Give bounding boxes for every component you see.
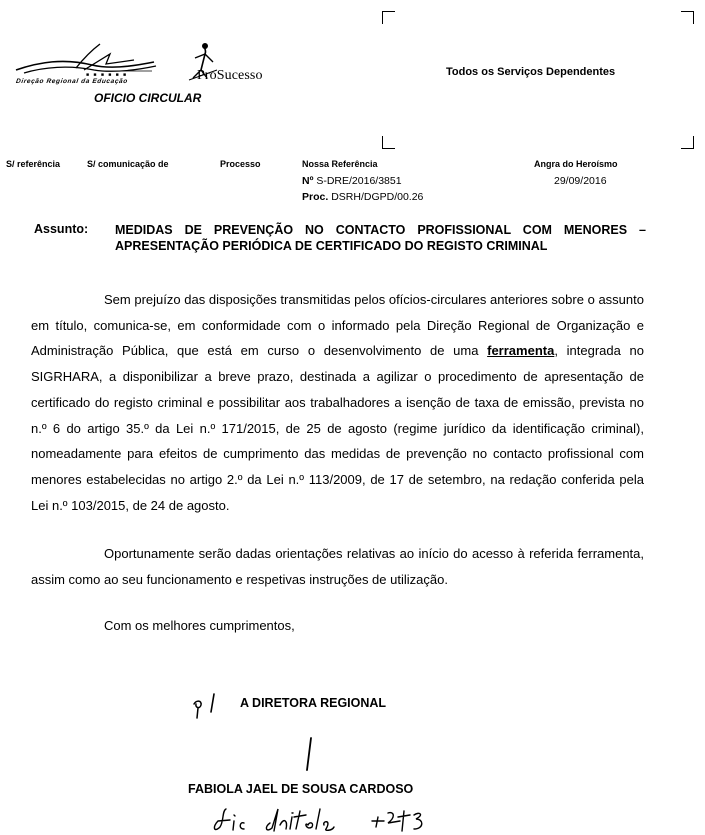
p1-keyword: ferramenta	[487, 343, 555, 359]
address-corner-bottom-right	[681, 136, 694, 149]
director-title: A DIRETORA REGIONAL	[240, 696, 387, 710]
recipients: Todos os Serviços Dependentes	[446, 66, 616, 78]
handwritten-signature-icon	[208, 803, 458, 835]
p1-before: Sem prejuízo das disposições transmitidas pelos ofícios-circulares anteriores sobre o assunto em título, comunica-se, em conformidade com o informado pela Direção Regional de Organização e Administração Pública, que está em curso o desenvolvimento de uma	[31, 292, 644, 359]
address-corner-top-right	[681, 11, 694, 24]
sua-comunicacao-label: S/ comunicação de	[87, 159, 169, 169]
handwritten-initials-icon	[190, 690, 224, 724]
proc-label: Proc.	[302, 191, 329, 203]
director-name: FABIOLA JAEL DE SOUSA CARDOSO	[188, 782, 414, 796]
processo-label: Processo	[220, 159, 261, 169]
proc-value: DSRH/DGPD/00.26	[331, 191, 424, 203]
closing: Com os melhores cumprimentos,	[104, 618, 295, 633]
document-type: OFICIO CIRCULAR	[94, 91, 202, 105]
numero-ref	[302, 175, 402, 187]
address-corner-bottom-left	[382, 136, 395, 149]
subject-label: Assunto:	[34, 222, 89, 236]
nossa-referencia-label: Nossa Referência	[302, 159, 378, 169]
proc-ref	[302, 191, 423, 203]
address-corner-top-left	[382, 11, 395, 24]
p1-after: , integrada no SIGRHARA, a disponibilizar a breve prazo, destinada a agilizar o procedimento de apresentação de certificado do registo criminal e possibilitar aos trabalhadores a isenção de taxa de emissão, prevista no n.º 6 do artigo 35.º da Lei n.º 171/2015, de 25 de agosto (regime jurídico da identificação criminal), nomeadamente para efeitos de cumprimento das medidas de prevenção no contacto profissional com menores estabelecidas no artigo 2.º da Lei n.º 113/2009, de 17 de setembro, na redação conferida pela Lei n.º 103/2015, de 24 de agosto.	[31, 343, 644, 513]
numero-label: Nº	[302, 175, 314, 187]
signature-stroke-icon	[298, 734, 322, 774]
body-paragraph-2: Oportunamente serão dadas orientações relativas ao início do acesso à referida ferramenta, assim como ao seu funcionamento e respetivas instruções de utilização.	[31, 546, 644, 587]
place: Angra do Heroísmo	[534, 159, 618, 169]
sua-referencia-label: S/ referência	[6, 159, 61, 169]
subject-text: MEDIDAS DE PREVENÇÃO NO CONTACTO PROFISSIONAL COM MENORES – APRESENTAÇÃO PERIÓDICA DE CERTIFICADO DO REGISTO CRIMINAL	[115, 223, 646, 253]
prosucesso-logo-text: ProSucesso	[197, 68, 263, 83]
svg-text:■ ■ ■ ■ ■ ■: ■ ■ ■ ■ ■ ■	[86, 72, 128, 78]
numero-value: S-DRE/2016/3851	[316, 175, 402, 187]
date: 29/09/2016	[554, 175, 607, 187]
dre-logo-text: Direção Regional da Educação	[15, 78, 129, 85]
body-paragraph-1	[31, 287, 644, 518]
